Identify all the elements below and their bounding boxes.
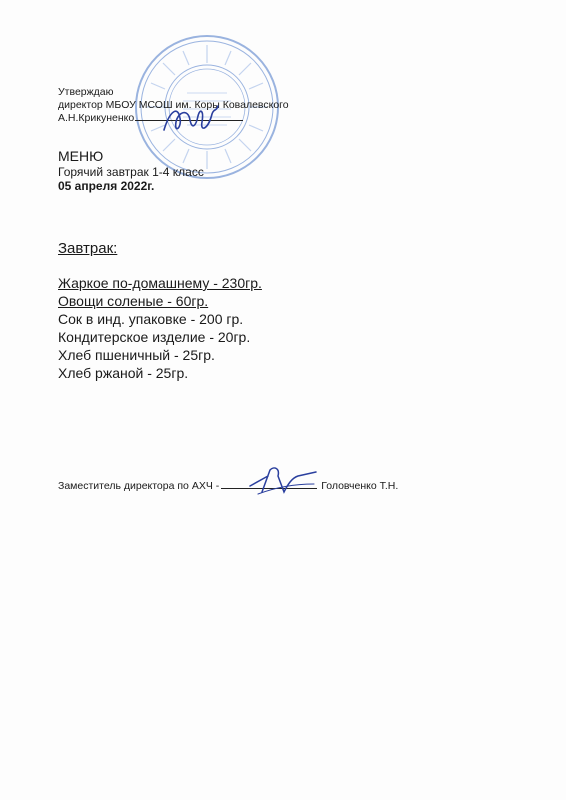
meal-item: Сок в инд. упаковке - 200 гр.	[58, 311, 244, 327]
meal-items-list	[58, 274, 262, 382]
meal-heading: Завтрак:	[58, 240, 118, 257]
meal-item: Хлеб пшеничный - 25гр.	[58, 347, 215, 363]
deputy-position: Заместитель директора по АХЧ -	[58, 480, 220, 492]
deputy-name: Головченко Т.Н.	[321, 480, 399, 492]
menu-date: 05 апреля 2022г.	[58, 179, 155, 193]
menu-subtitle: Горячий завтрак 1-4 класс	[58, 165, 204, 179]
footer-signature-block	[58, 480, 398, 493]
menu-title: МЕНЮ	[58, 148, 104, 164]
meal-item: Кондитерское изделие - 20гр.	[58, 329, 251, 345]
deputy-signature	[244, 462, 324, 500]
meal-item: Овощи соленые - 60гр.	[58, 293, 209, 309]
approval-director-line: директор МБОУ МСОШ им. Коры Ковалевского	[58, 99, 289, 111]
meal-section	[58, 240, 262, 382]
meal-item: Хлеб ржаной - 25гр.	[58, 365, 189, 381]
meal-item: Жаркое по-домашнему - 230гр.	[58, 275, 262, 291]
approval-heading: Утверждаю	[58, 86, 114, 98]
director-name: А.Н.Крикуненко	[58, 112, 135, 124]
director-signature	[160, 100, 220, 138]
menu-header	[58, 148, 204, 194]
